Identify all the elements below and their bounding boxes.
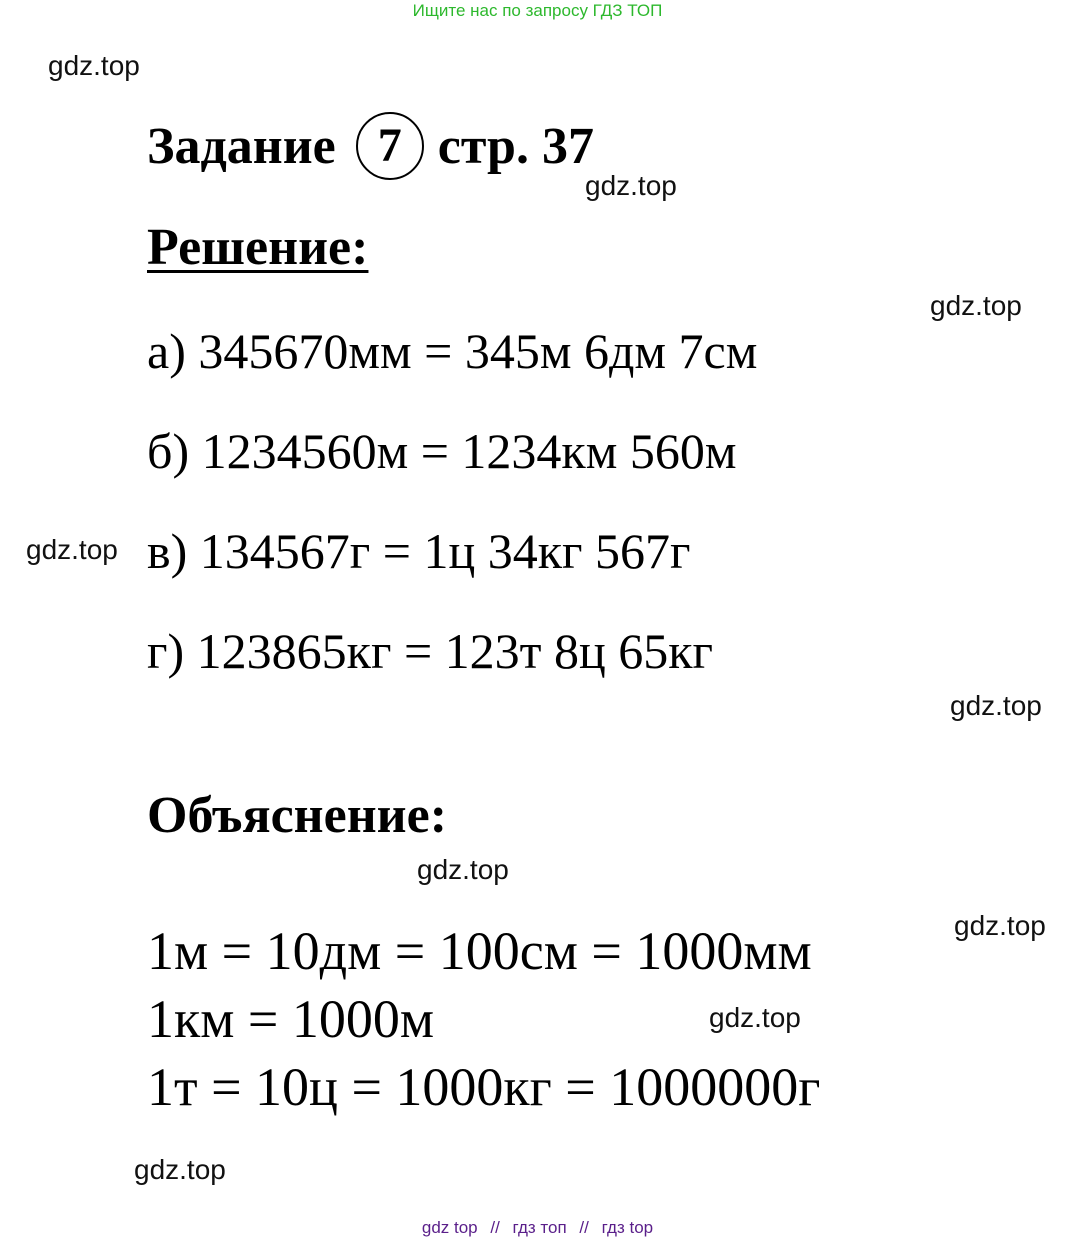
explanation-rule-length: 1м = 10дм = 100см = 1000мм <box>147 921 812 981</box>
task-heading-page: стр. 37 <box>437 117 594 175</box>
watermark: gdz.top <box>585 170 677 201</box>
footer-separator: // <box>490 1218 500 1237</box>
watermark: gdz.top <box>417 854 509 885</box>
task-heading-prefix: Задание <box>147 117 336 175</box>
watermark: gdz.top <box>26 534 118 565</box>
footer-link[interactable]: гдз топ <box>512 1218 567 1237</box>
footer-separator: // <box>579 1218 589 1237</box>
solution-line-b: б) 1234560м = 1234км 560м <box>147 423 737 479</box>
watermark: gdz.top <box>709 1002 801 1033</box>
explanation-rule-mass: 1т = 10ц = 1000кг = 1000000г <box>147 1057 821 1117</box>
watermark: gdz.top <box>950 690 1042 721</box>
explanation-rule-km: 1км = 1000м <box>147 989 435 1049</box>
explanation-title: Объяснение: <box>147 787 448 844</box>
watermark: gdz.top <box>954 910 1046 941</box>
watermark: gdz.top <box>930 290 1022 321</box>
watermark: gdz.top <box>48 50 140 81</box>
solution-line-v: в) 134567г = 1ц 34кг 567г <box>147 523 691 579</box>
solution-title: Решение: <box>147 219 369 276</box>
task-number-badge: 7 <box>356 112 424 180</box>
search-hint-banner: Ищите нас по запросу ГДЗ ТОП <box>412 1 663 20</box>
task-heading <box>147 112 594 180</box>
footer-link[interactable]: gdz top <box>421 1218 478 1237</box>
solution-line-a: а) 345670мм = 345м 6дм 7см <box>147 323 758 379</box>
footer-link[interactable]: гдз top <box>601 1218 654 1237</box>
solution-line-g: г) 123865кг = 123т 8ц 65кг <box>147 623 714 679</box>
watermark: gdz.top <box>134 1154 226 1185</box>
footer-links <box>0 1218 1075 1238</box>
